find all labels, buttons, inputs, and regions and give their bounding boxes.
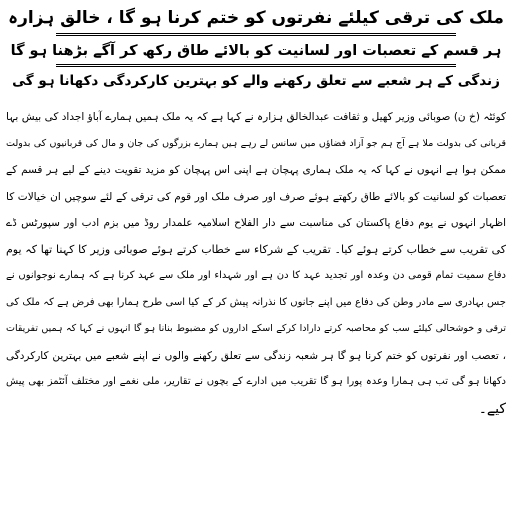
body-line: دفاع سمیت تمام قومی دن وعدہ اور تجدید عہد کا دن ہے اور شہداء اور ملک سے عہد کرنا ہے کہ ہمارے نوجوانوں نے: [6, 270, 506, 282]
body-line: ، تعصب اور نفرتوں کو ختم کرنا ہو گا ہر شعبہ زندگی سے تعلق رکھنے والوں نے اپنے شعبے میں بہترین کارکردگی: [6, 349, 506, 362]
body-line: قربانی کی بدولت ملا ہے آج ہم جو آزاد فضاؤں میں سانس لے رہے ہیں ہمارے بزرگوں کی جان و مال کی قربانیوں کی بدولت: [6, 137, 506, 149]
body-line: کی تقریب سے خطاب کرتے ہوئے کیا۔ تقریب کے شرکاء سے خطاب کرتے ہوئے صوبائی وزیر کا کہنا تھا کہ یوم: [6, 242, 506, 256]
body-line: اظہار انہوں نے یوم دفاع پاکستان کی مناسبت سے دار الفلاح اسلامیہ علمدار روڈ میں بزم ادب اور سپورٹس ڈے: [6, 217, 506, 230]
body-line: ترقی و خوشحالی کیلئے سب کو محاصبہ کرتے دارادا کرکے اسکے اداروں کو مضبوط بنانا ہو گا انہوں نے کہا کہ ہمیں تفریقات: [6, 323, 506, 335]
body-line: دکھانا ہو گی تب ہی ہمارا وعدہ پورا ہو گا تقریب میں ادارے کے بچوں نے تقاریر، ملی نغمے اور مختلف آئٹمز بھی پیش: [6, 376, 506, 388]
headline-sub-1: ہر قسم کے تعصبات اور لسانیت کو بالائے طاق رکھ کر آگے بڑھنا ہو گا: [10, 43, 502, 60]
body-line: ممکن ہوا ہے انہوں نے کہا کہ یہ ملک ہماری پہچان ہے اپنی اس پہچان کو مزید تقویت دینے کے لیے ہر قسم کے: [6, 164, 506, 177]
body-line: جس بہادری سے مادر وطن کی دفاع میں اپنے جانوں کا نذرانہ پیش کر کے کیا اسی طرح ہمارا بھی فرض ہے کہ ملک کی: [6, 296, 506, 308]
headline-main: ملک کی ترقی کیلئے نفرتوں کو ختم کرنا ہو گا ، خالق ہزارہ: [8, 8, 504, 28]
article-body: [6, 104, 506, 422]
body-line: کوئٹہ (خ ن) صوبائی وزیر کھیل و ثقافت عبدالخالق ہزارہ نے کہا ہے کہ یہ ملک ہمیں ہمارے آباؤ اجداد کی بیش بہا: [6, 111, 506, 124]
body-line: تعصبات کو لسانیت کو بالائے طاق رکھتے ہوئے صرف اور صرف ملک اور قوم کی ترقی کے لئے سوچیں ان خیالات کا: [6, 190, 506, 203]
body-line-last: کیے۔: [478, 400, 506, 417]
headline-sub-2: زندگی کے ہر شعبے سے تعلق رکھنے والے کو بہترین کارکردگی دکھانا ہو گی: [12, 73, 500, 90]
